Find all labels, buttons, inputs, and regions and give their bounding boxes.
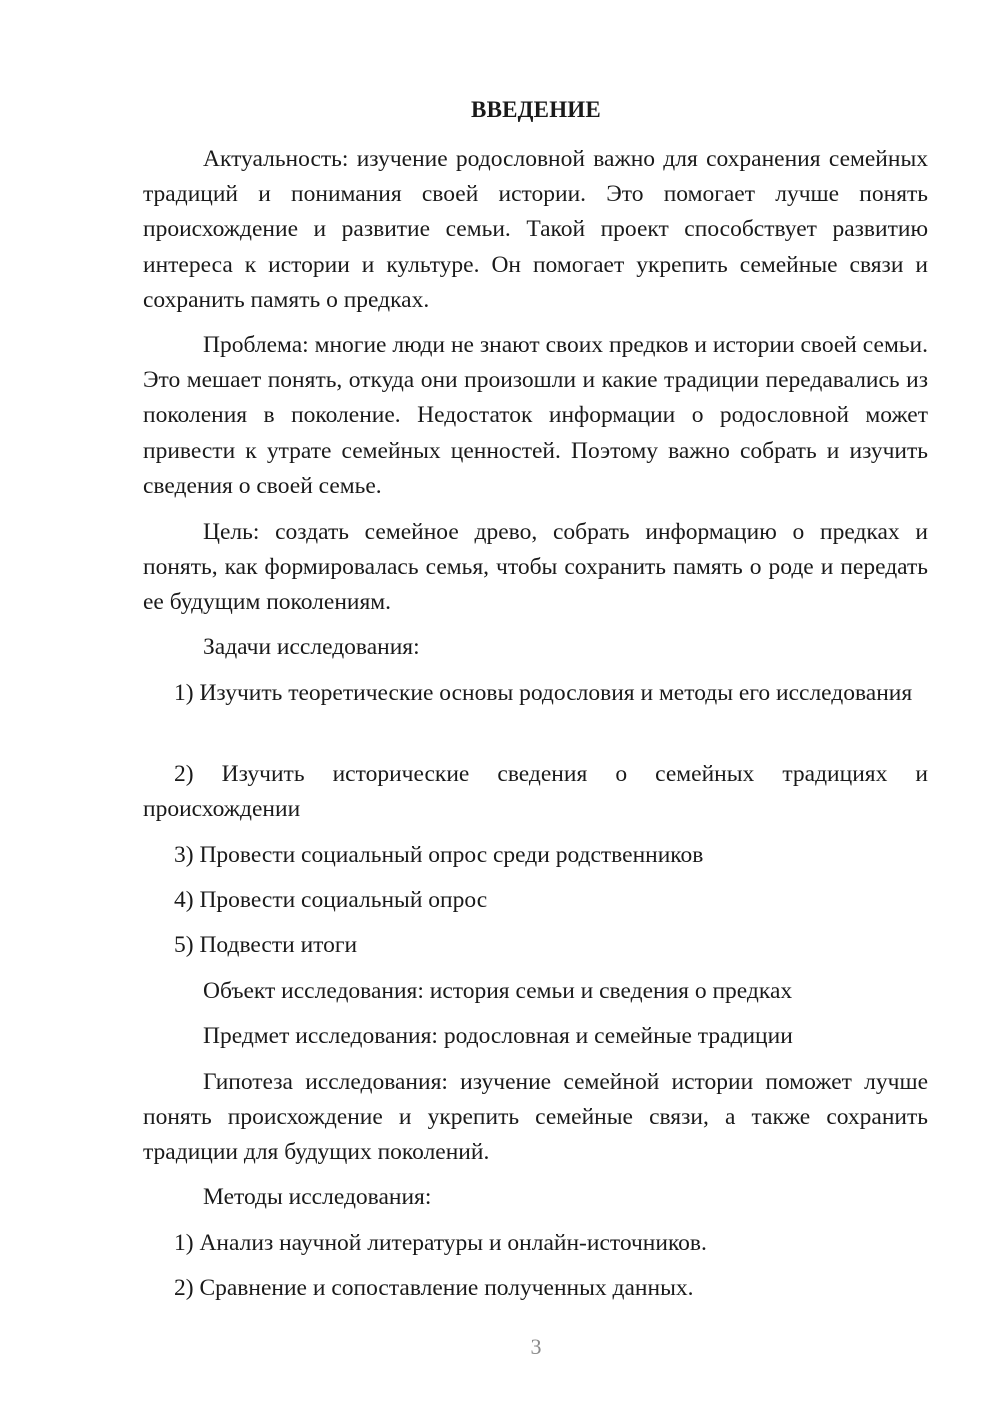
task-item-4: 4) Провести социальный опрос [174,887,488,913]
research-subject: Предмет исследования: родословная и семейные традиции [203,1023,793,1049]
tasks-heading: Задачи исследования: [203,634,420,660]
method-item-1: 1) Анализ научной литературы и онлайн-источников. [174,1230,707,1256]
method-item-2: 2) Сравнение и сопоставление полученных данных. [174,1275,694,1301]
research-object: Объект исследования: история семьи и сведения о предках [203,978,793,1004]
problem-paragraph: Проблема: многие люди не знают своих предков и истории своей семьи. Это мешает понять, откуда они произошли и какие традиции передавались из поколения в поколение. Недостаток информации о родословной может привести к утрате семейных ценностей. Поэтому важно собрать и изучить сведения о своей семье. [143,332,928,499]
page-title: ВВЕДЕНИЕ [471,97,601,122]
hypothesis-paragraph: Гипотеза исследования: изучение семейной истории поможет лучше понять происхождение и укрепить семейные связи, а также сохранить традиции для будущих поколений. [143,1069,928,1166]
relevance-paragraph: Актуальность: изучение родословной важно для сохранения семейных традиций и понимания своей истории. Это помогает лучше понять происхождение и развитие семьи. Такой проект способствует развитию интереса к истории и культуре. Он помогает укрепить семейные связи и сохранить память о предках. [143,146,928,313]
task-item-5: 5) Подвести итоги [174,932,358,958]
task-item-3: 3) Провести социальный опрос среди родственников [174,842,704,868]
goal-paragraph: Цель: создать семейное древо, собрать информацию о предках и понять, как формировалась семья, чтобы сохранить память о роде и передать ее будущим поколениям. [143,519,928,616]
page-number: 3 [530,1334,542,1359]
task-item-2: 2) Изучить исторические сведения о семейных традициях и происхождении [143,761,928,823]
methods-heading: Методы исследования: [203,1184,432,1210]
task-item-1: 1) Изучить теоретические основы родословия и методы его исследования [174,680,913,706]
